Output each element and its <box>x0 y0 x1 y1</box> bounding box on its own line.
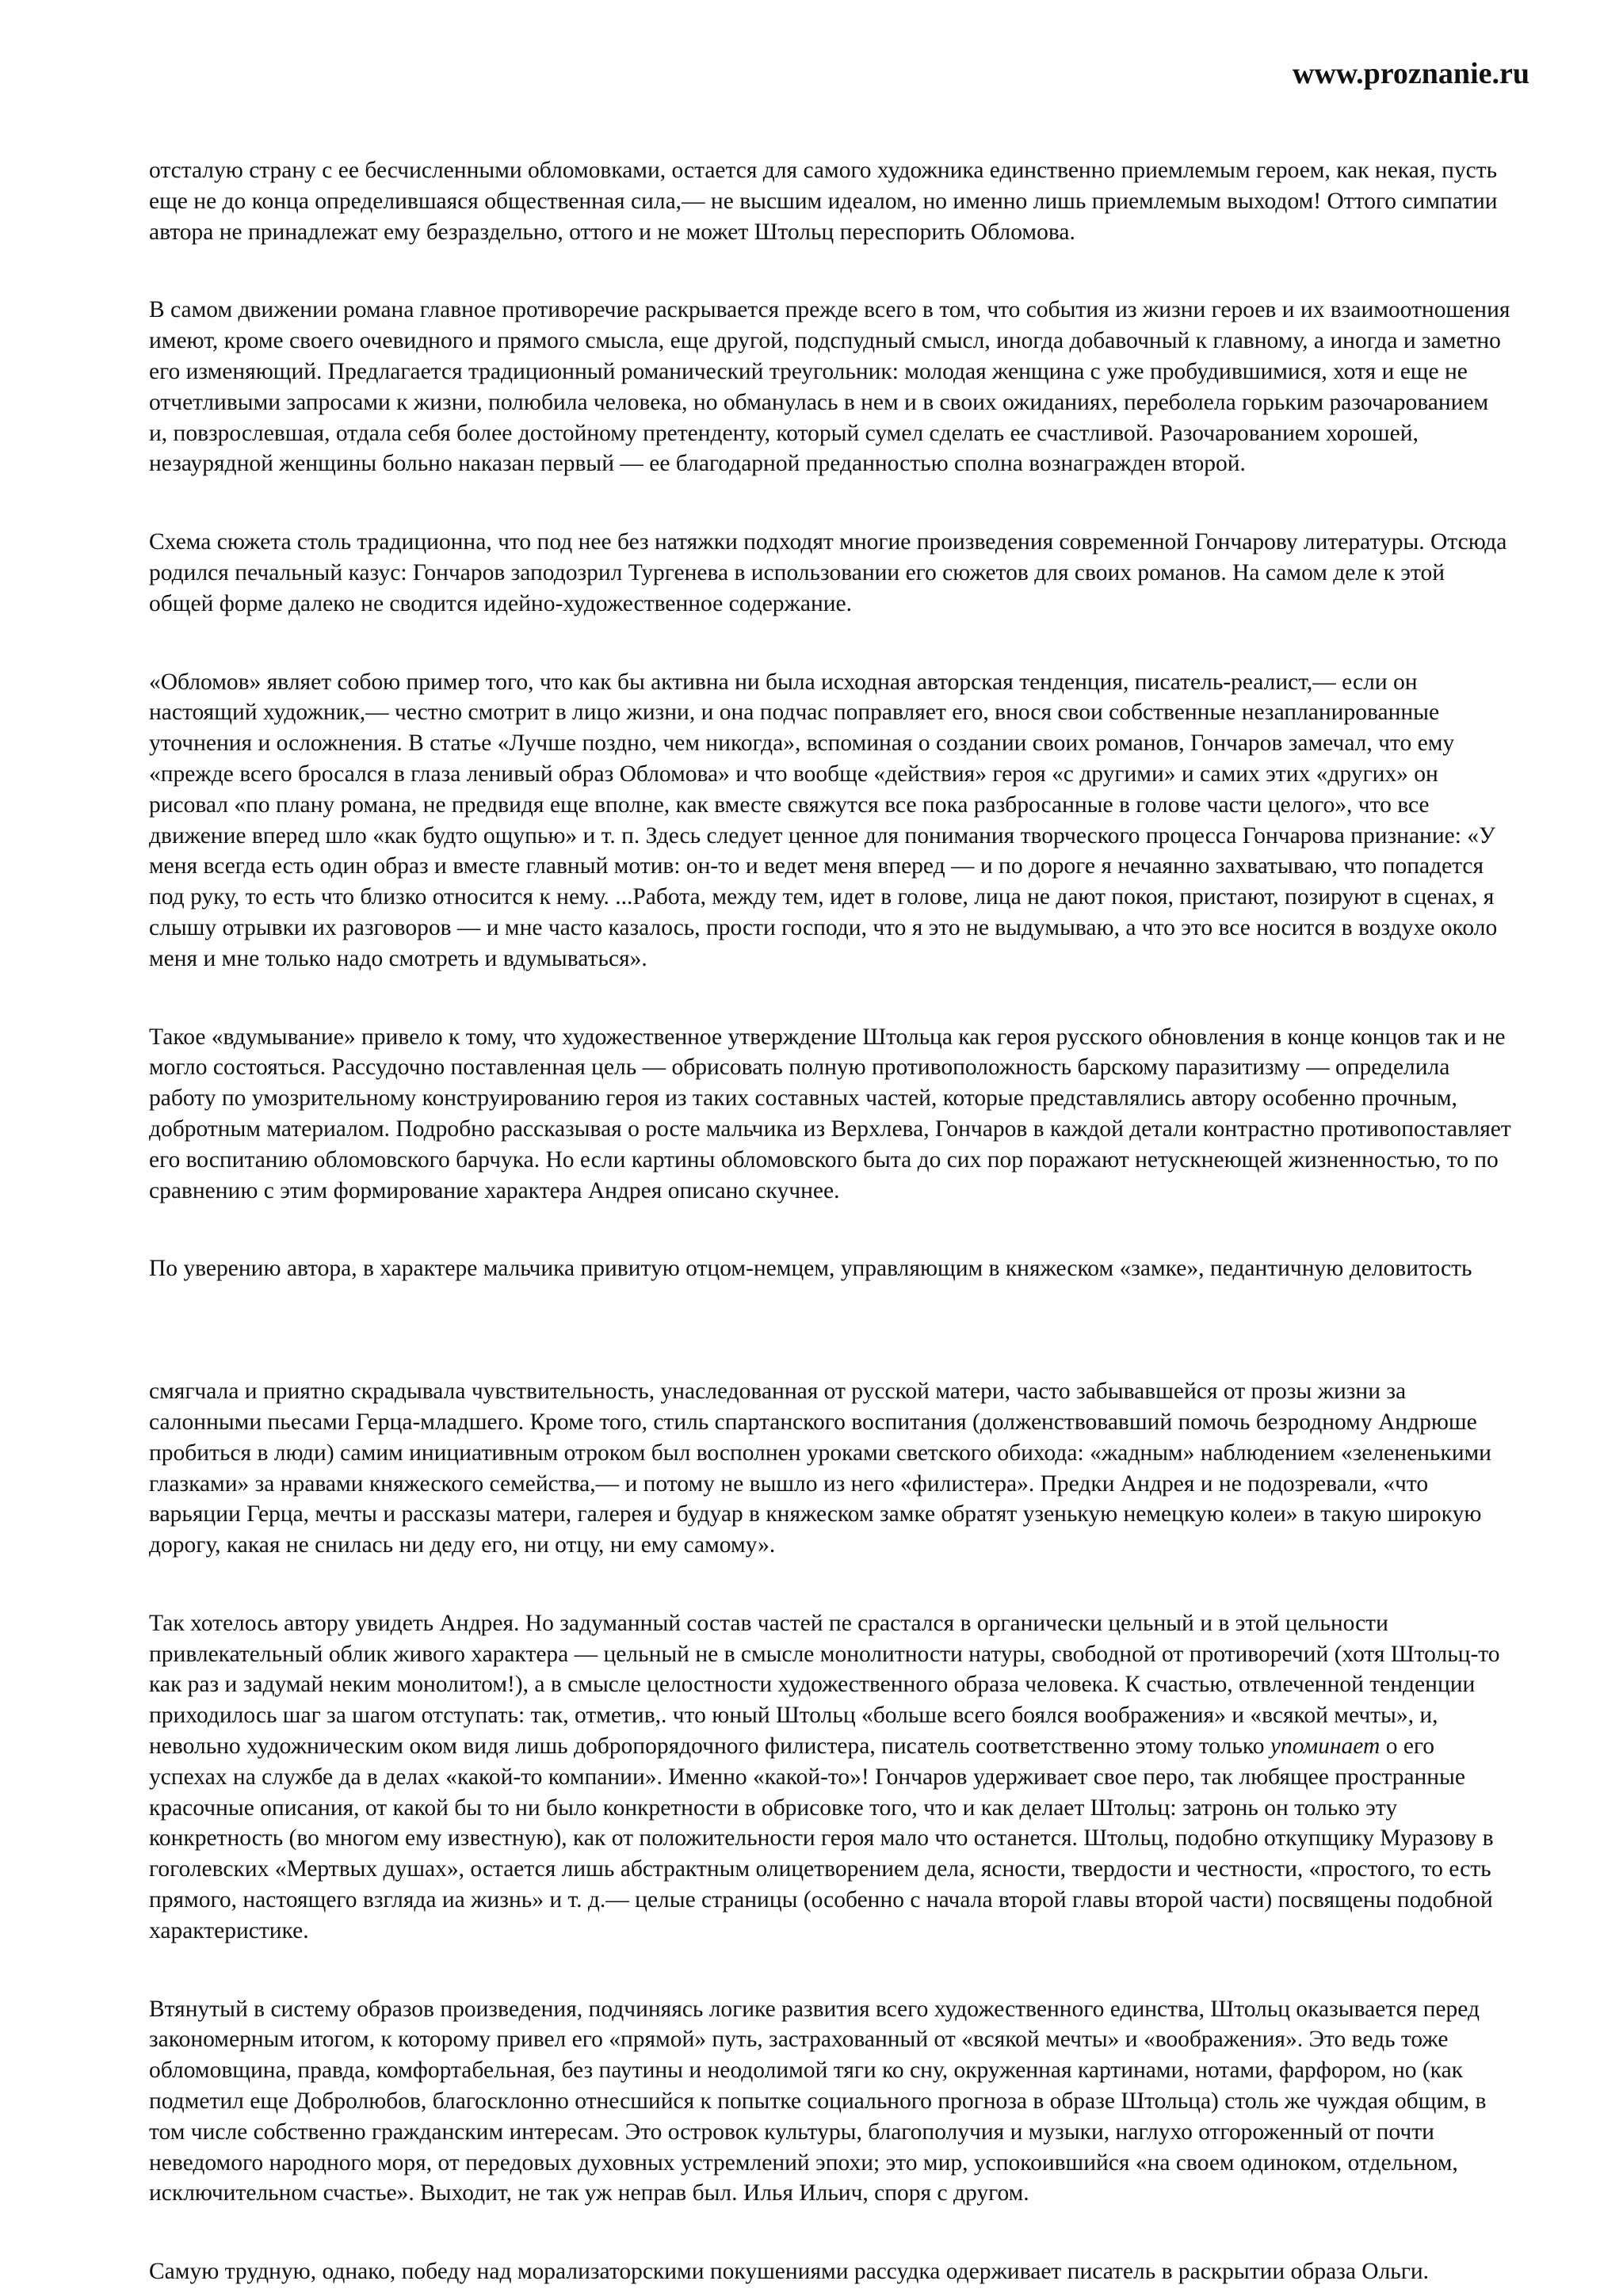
paragraph: Такое «вдумывание» привело к тому, что художественное утверждение Штольца как героя русского обновления в конце концов так и не могло состояться. Рассудочно поставленная цель — обрисовать полную противоположность барскому паразитизму — определила работу по умозрительному конструированию героя из таких составных частей, которые представлялись автору особенно прочным, добротным материалом. Подробно рассказывая о росте мальчика из Верхлева, Гончаров в каждой детали контрастно противопоставляет его воспитанию обломовского барчука. Но если картины обломовского быта до сих пор поражают нетускнеющей жизненностью, то по сравнению с этим формирование характера Андрея описано скучнее. <box>149 1024 1511 1203</box>
paragraph: Втянутый в систему образов произведения, подчиняясь логике развития всего художественного единства, Штольц оказывается перед закономерным итогом, к которому привел его «прямой» путь, застрахованный от «всякой мечты» и «воображения». Это ведь тоже обломовщина, правда, комфортабельная, без паутины и неодолимой тяги ко сну, окруженная картинами, нотами, фарфором, но (как подметил еще Добролюбов, благосклонно отнесшийся к попытке социального прогноза в образе Штольца) столь же чуждая общим, в том числе собственно гражданским интересам. Это островок культуры, благополучия и музыки, наглухо отгороженный от почти неведомого народного моря, от передовых духовных устремлений эпохи; это мир, успокоившийся «на своем одиноком, отдельном, исключительном счастье». Выходит, не так уж неправ был. Илья Ильич, споря с другом. <box>149 1996 1487 2206</box>
paragraph: По уверению автора, в характере мальчика привитую отцом-немцем, управляющим в княжеском «замке», педантичную деловитость <box>149 1256 1472 1282</box>
emphasized-word: упоминает <box>1270 1733 1381 1760</box>
paragraph-text: о его успехах на службе да в делах «какой-то компании». Именно «какой-то»! Гончаров удерживает свое перо, так любящее пространные красочные описания, от какой бы то ни было конкретности в обрисовке того, что и как делает Штольц: затронь он только эту конкретность (во многом ему известную), как от положительности героя мало что останется. Штольц, подобно откупщику Муразову в гоголевских «Мертвых душах», остается лишь абстрактным олицетворением дела, ясности, твердости и честности, «простого, то есть прямого, настоящего взгляда иа жизнь» и т. д.— целые страницы (особенно с начала второй главы второй части) посвящены подобной характеристике. <box>149 1733 1494 1943</box>
article-body <box>149 155 1512 2287</box>
site-url[interactable]: www.proznanie.ru <box>1292 57 1529 90</box>
paragraph: отсталую страну с ее бесчисленными обломовками, остается для самого художника единственно приемлемым героем, как некая, пусть еще не до конца определившаяся общественная сила,— не высшим идеалом, но именно лишь приемлемым выходом! Оттого симпатии автора не принадлежат ему безраздельно, оттого и не может Штольц переспорить Обломова. <box>149 158 1498 245</box>
paragraph: Самую трудную, однако, победу над морализаторскими покушениями рассудка одерживает писатель в раскрытии образа Ольги. <box>149 2259 1430 2285</box>
paragraph: смягчала и приятно скрадывала чувствительность, унаследованная от русской матери, часто забывавшейся от прозы жизни за салонными пьесами Герца-младшего. Кроме того, стиль спартанского воспитания (долженствовавший помочь безродному Андрюше пробиться в люди) самим инициативным отроком был восполнен уроками светского обихода: «жадным» наблюдением «зелененькими глазками» за нравами княжеского семейства,— и потому не вышло из него «филистера». Предки Андрея и не подозревали, «что варьяции Герца, мечты и рассказы матери, галерея и будуар в княжеском замке обратят узенькую немецкую колеи» в такую широкую дорогу, какая не снилась ни деду его, ни отцу, ни ему самому». <box>149 1379 1491 1558</box>
paragraph: Схема сюжета столь традиционна, что под нее без натяжки подходят многие произведения современной Гончарову литературы. Отсюда родился печальный казус: Гончаров заподозрил Тургенева в использовании его сюжетов для своих романов. На самом деле к этой общей форме далеко не сводится идейно-художественное содержание. <box>149 529 1507 616</box>
paragraph-text: Так хотелось автору увидеть Андрея. Но задуманный состав частей пе срастался в органически цельный и в этой цельности привлекательный облик живого характера — цельный не в смысле монолитности натуры, свободной от противоречий (хотя Штольц-то как раз и задумай неким монолитом!), а в смысле целостности художественного образа человека. К счастью, отвлеченной тенденции приходилось шаг за шагом отступать: так, отметив,. что юный Штольц «больше всего боялся воображения» и «всякой мечты», и, невольно художническим оком видя лишь добропорядочного филистера, писатель соответственно этому только <box>149 1610 1500 1760</box>
paragraph <box>149 1608 1512 1947</box>
paragraph: «Обломов» являет собою пример того, что как бы активна ни была исходная авторская тенденция, писатель-реалист,— если он настоящий художник,— честно смотрит в лицо жизни, и она подчас поправляет его, внося свои собственные незапланированные уточнения и осложнения. В статье «Лучше поздно, чем никогда», вспоминая о создании своих романов, Гончаров замечал, что ему «прежде всего бросался в глаза ленивый образ Обломова» и что вообще «действия» героя «с другими» и самих этих «других» он рисовал «по плану романа, не предвидя еще вполне, как вместе свяжутся все пока разбросанные в голове части целого», что все движение вперед шло «как будто ощупью» и т. п. Здесь следует ценное для понимания творческого процесса Гончарова признание: «У меня всегда есть один образ и вместе главный мотив: он-то и ведет меня вперед — и по дороге я нечаянно захватываю, что попадется под руку, то есть что близко относится к нему. ...Работа, между тем, идет в голове, лица не дают покоя, пристают, позируют в сценах, я слышу отрывки их разговоров — и мне часто казалось, прости господи, что я это не выдумываю, а что это все носится в воздухе около меня и мне только надо смотреть и вдумываться». <box>149 669 1498 971</box>
paragraph: В самом движении романа главное противоречие раскрывается прежде всего в том, что события из жизни героев и их взаимоотношения имеют, кроме своего очевидного и прямого смысла, еще другой, подспудный смысл, иногда добавочный к главному, а иногда и заметно его изменяющий. Предлагается традиционный романический треугольник: молодая женщина с уже пробудившимися, хотя и еще не отчетливыми запросами к жизни, полюбила человека, но обманулась в нем и в своих ожиданиях, переболела горьким разочарованием и, повзрослевшая, отдала себя более достойному претенденту, который сумел сделать ее счастливой. Разочарованием хорошей, незаурядной женщины больно наказан первый — ее благодарной преданностью сполна вознагражден второй. <box>149 297 1510 477</box>
